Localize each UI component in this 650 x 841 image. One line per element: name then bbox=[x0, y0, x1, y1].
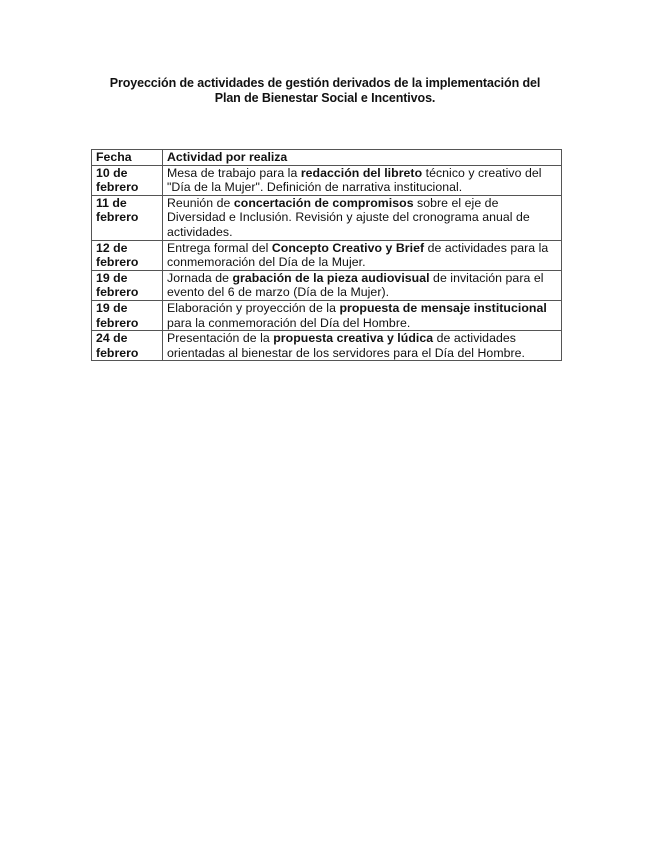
table-row bbox=[92, 331, 562, 361]
date-day: 11 de bbox=[96, 195, 127, 210]
title-line-1: Proyección de actividades de gestión derivados de la implementación del bbox=[109, 76, 541, 90]
activity-text: Presentación de la bbox=[167, 331, 274, 346]
table-row bbox=[92, 270, 562, 300]
activity-text: Reunión de bbox=[167, 195, 234, 210]
date-cell bbox=[92, 331, 163, 361]
date-cell bbox=[92, 165, 163, 195]
header-actividad: Actividad por realiza bbox=[163, 150, 562, 166]
activity-highlight: Concepto Creativo y Brief bbox=[271, 240, 425, 255]
activity-highlight: propuesta de mensaje institucional bbox=[339, 300, 547, 315]
activities-table bbox=[91, 149, 562, 361]
table-row bbox=[92, 300, 562, 330]
activity-text: Jornada de bbox=[167, 270, 233, 285]
table-row bbox=[92, 240, 562, 270]
date-cell bbox=[92, 240, 163, 270]
date-cell bbox=[92, 300, 163, 330]
date-cell bbox=[92, 195, 163, 240]
activity-text: Elaboración y proyección de la bbox=[167, 300, 340, 315]
date-day: 12 de bbox=[96, 240, 128, 255]
activity-cell bbox=[163, 240, 562, 270]
table-row bbox=[92, 165, 562, 195]
activity-highlight: grabación de la pieza audiovisual bbox=[232, 270, 430, 285]
activity-cell bbox=[163, 331, 562, 361]
date-day: 10 de bbox=[96, 165, 128, 180]
activity-highlight: propuesta creativa y lúdica bbox=[273, 331, 434, 346]
activity-text: sobre el eje de Diversidad e Inclusión. Revisión y ajuste del cronograma anual de actividades. bbox=[167, 195, 530, 239]
date-cell bbox=[92, 270, 163, 300]
date-month: febrero bbox=[96, 180, 139, 195]
date-day: 24 de bbox=[96, 331, 128, 346]
activity-highlight: redacción del libreto bbox=[300, 165, 423, 180]
activity-cell bbox=[163, 165, 562, 195]
date-month: febrero bbox=[96, 285, 139, 300]
table-header-row bbox=[92, 150, 562, 166]
table-row bbox=[92, 195, 562, 240]
activity-cell bbox=[163, 195, 562, 240]
date-month: febrero bbox=[96, 210, 139, 225]
date-month: febrero bbox=[96, 315, 139, 330]
activity-text: de actividades para la conmemoración del Día de la Mujer. bbox=[167, 240, 549, 270]
date-day: 19 de bbox=[96, 300, 128, 315]
date-month: febrero bbox=[96, 345, 139, 360]
activity-text: técnico y creativo del "Día de la Mujer". Definición de narrativa institucional. bbox=[167, 165, 542, 195]
title-line-2: Plan de Bienestar Social e Incentivos. bbox=[214, 91, 436, 105]
date-month: febrero bbox=[96, 255, 139, 270]
activity-text: de actividades orientadas al bienestar de los servidores para el Día del Hombre. bbox=[167, 331, 525, 360]
document-title bbox=[60, 76, 590, 106]
activity-cell bbox=[163, 270, 562, 300]
activity-cell bbox=[163, 300, 562, 330]
activity-text: Entrega formal del bbox=[167, 240, 272, 255]
header-fecha: Fecha bbox=[92, 150, 163, 166]
date-day: 19 de bbox=[96, 270, 128, 285]
activity-text: para la conmemoración del Día del Hombre. bbox=[167, 315, 411, 330]
activity-text: Mesa de trabajo para la bbox=[167, 165, 301, 180]
activity-text: de invitación para el evento del 6 de marzo (Día de la Mujer). bbox=[167, 270, 544, 300]
activity-highlight: concertación de compromisos bbox=[233, 195, 414, 210]
